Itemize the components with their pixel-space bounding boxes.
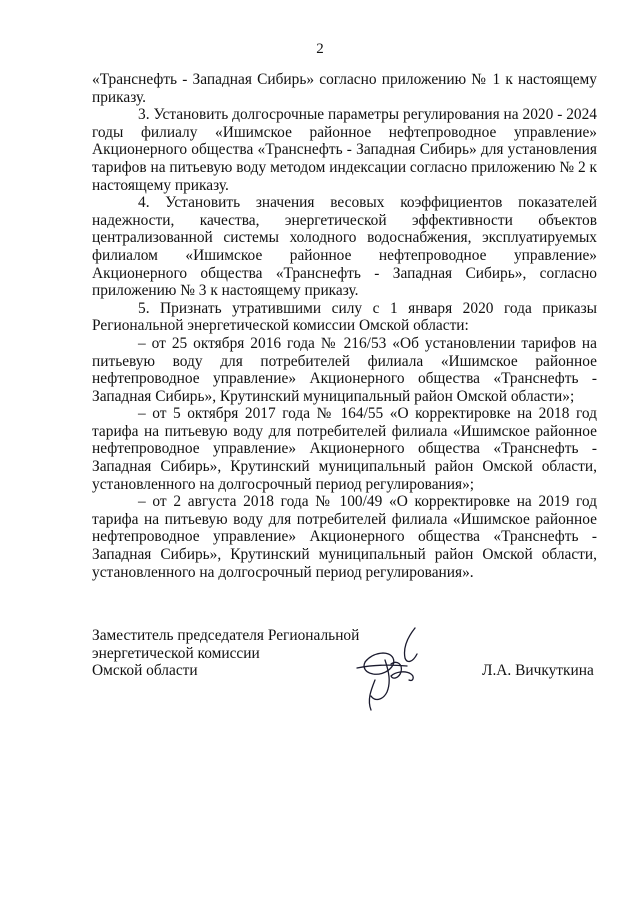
- page-number: 2: [316, 41, 324, 57]
- signatory-title-line: Заместитель председателя Региональной: [92, 627, 360, 644]
- signatory-name: Л.А. Вичкуткина: [482, 662, 594, 679]
- document-body: [92, 71, 597, 581]
- paragraph-item-3: 3. Установить долгосрочные параметры регулирования на 2020 - 2024 годы филиалу «Ишимское районное нефтепроводное управление» Акционерного общества «Транснефть - Западная Сибирь» для установления тарифов на питьевую воду методом индексации согласно приложению № 2 к настоящему приказу.: [92, 106, 597, 194]
- signatory-title-line: Омской области: [92, 662, 198, 680]
- repealed-order-2: – от 5 октября 2017 года № 164/55 «О корректировке на 2018 год тарифа на питьевую воду для потребителей филиала «Ишимское районное нефтепроводное управление» Акционерного общества «Транснефть - Западная Сибирь», Крутинский муниципальный район Омской области, установленного на долгосрочный период регулирования»;: [92, 405, 597, 493]
- paragraph-item-4: 4. Установить значения весовых коэффициентов показателей надежности, качества, энергетической эффективности объектов централизованной системы холодного водоснабжения, эксплуатируемых филиалом «Ишимское районное нефтепроводное управление» Акционерного общества «Транснефть - Западная Сибирь», согласно приложению № 3 к настоящему приказу.: [92, 194, 597, 300]
- signatory-title: [92, 627, 359, 680]
- repealed-order-1: – от 25 октября 2016 года № 216/53 «Об установлении тарифов на питьевую воду для потребителей филиала «Ишимское районное нефтепроводное управление» Акционерного общества «Транснефть - Западная Сибирь», Крутинский муниципальный район Омской области»;: [92, 334, 597, 405]
- paragraph-continuation: «Транснефть - Западная Сибирь» согласно приложению № 1 к настоящему приказу.: [92, 71, 597, 106]
- handwritten-signature: [345, 620, 435, 715]
- repealed-order-3: – от 2 августа 2018 года № 100/49 «О корректировке на 2019 год тарифа на питьевую воду для потребителей филиала «Ишимское районное нефтепроводное управление» Акционерного общества «Транснефть - Западная Сибирь», Крутинский муниципальный район Омской области, установленного на долгосрочный период регулирования».: [92, 493, 597, 581]
- signatory-title-line: энергетической комиссии: [92, 644, 260, 662]
- paragraph-item-5: 5. Признать утратившими силу с 1 января 2020 года приказы Региональной энергетической комиссии Омской области:: [92, 299, 597, 335]
